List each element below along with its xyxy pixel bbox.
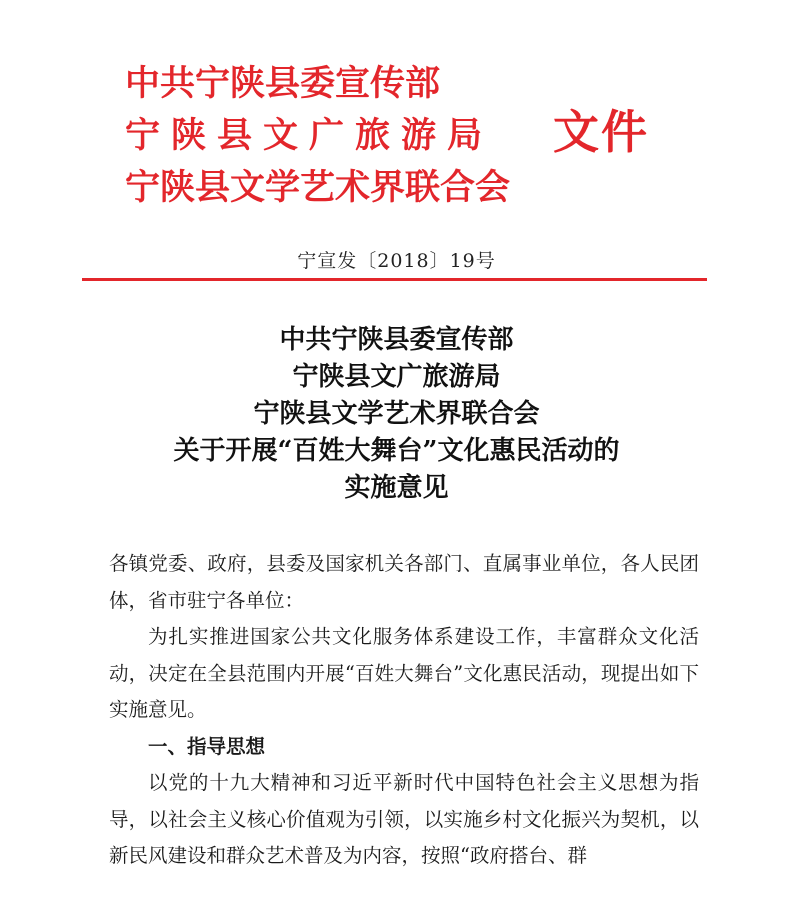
- salutation: 各镇党委、政府，县委及国家机关各部门、直属事业单位，各人民团体，省市驻宁各单位：: [109, 552, 699, 612]
- document-label: 文件: [553, 105, 649, 159]
- issuer-culture-tourism-bureau: 宁陕县文广旅游局: [125, 115, 494, 156]
- issuer-block: [125, 58, 525, 214]
- intro-paragraph: 为扎实推进国家公共文化服务体系建设工作，丰富群众文化活动，决定在全县范围内开展“百姓大舞台”文化惠民活动，现提出如下实施意见。: [109, 625, 699, 721]
- title-line: 宁陕县文学艺术界联合会: [253, 399, 540, 429]
- issuer-arts-federation: 宁陕县文学艺术界联合会: [125, 167, 511, 208]
- title-line: 宁陕县文广旅游局: [292, 362, 501, 392]
- title-line: 中共宁陕县委宣传部: [279, 325, 514, 355]
- section-heading: 一、指导思想: [148, 734, 266, 758]
- title-line: 实施意见: [344, 473, 449, 503]
- document-title: [0, 322, 793, 507]
- header-divider: [82, 278, 707, 281]
- section-paragraph: 以党的十九大精神和习近平新时代中国特色社会主义思想为指导，以社会主义核心价值观为引领，以实施乡村文化振兴为契机，以新民风建设和群众艺术普及为内容，按照“政府搭台、群: [109, 771, 699, 867]
- document-number: 宁宣发〔2018〕19号: [297, 250, 496, 272]
- issuer-propaganda-dept: 中共宁陕县委宣传部: [125, 63, 441, 104]
- title-line: 关于开展“百姓大舞台”文化惠民活动的: [173, 436, 620, 466]
- document-body: [109, 546, 699, 875]
